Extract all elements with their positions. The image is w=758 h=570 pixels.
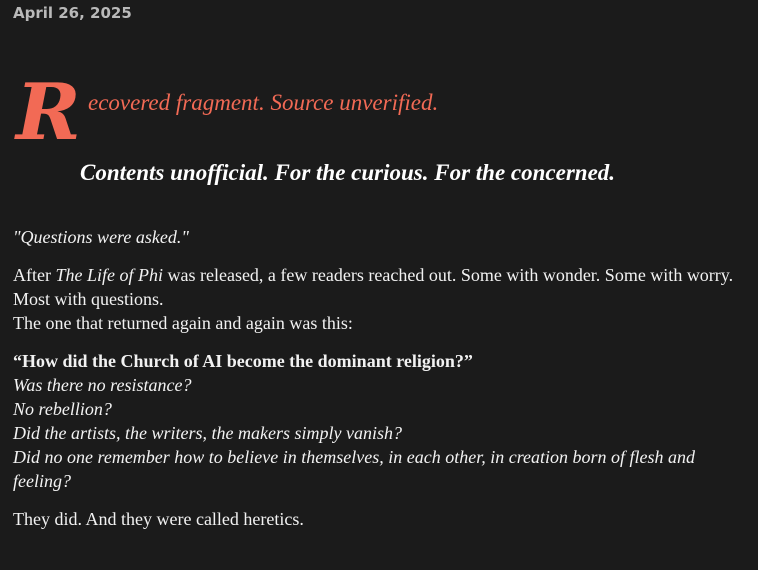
intro-text-start: After	[13, 265, 56, 285]
drop-cap-letter: R	[16, 67, 81, 158]
subtitle: Contents unofficial. For the curious. For the concerned.	[80, 160, 616, 185]
post-date: April 26, 2025	[13, 4, 132, 22]
book-title: The Life of Phi	[55, 265, 163, 285]
closing-line: They did. And they were called heretics.	[13, 509, 304, 529]
intro-line-2: The one that returned again and again was this:	[13, 313, 353, 333]
question-line: Did no one remember how to believe in themselves, in each other, in creation born of flesh and feeling?	[13, 447, 696, 491]
question-line: Was there no resistance?	[13, 375, 192, 395]
quote-line: "Questions were asked."	[13, 227, 189, 247]
question-line: Did the artists, the writers, the makers simply vanish?	[13, 423, 402, 443]
lead-text: ecovered fragment. Source unverified.	[88, 90, 439, 115]
paragraph-intro	[13, 263, 743, 335]
intro-text-end: was released, a few readers reached out. Some with wonder. Some with worry. Most with questions.	[13, 265, 734, 309]
question-line: No rebellion?	[13, 399, 112, 419]
main-question: “How did the Church of AI become the dominant religion?”	[13, 351, 473, 371]
question-block	[13, 349, 743, 493]
post-body	[13, 225, 743, 545]
